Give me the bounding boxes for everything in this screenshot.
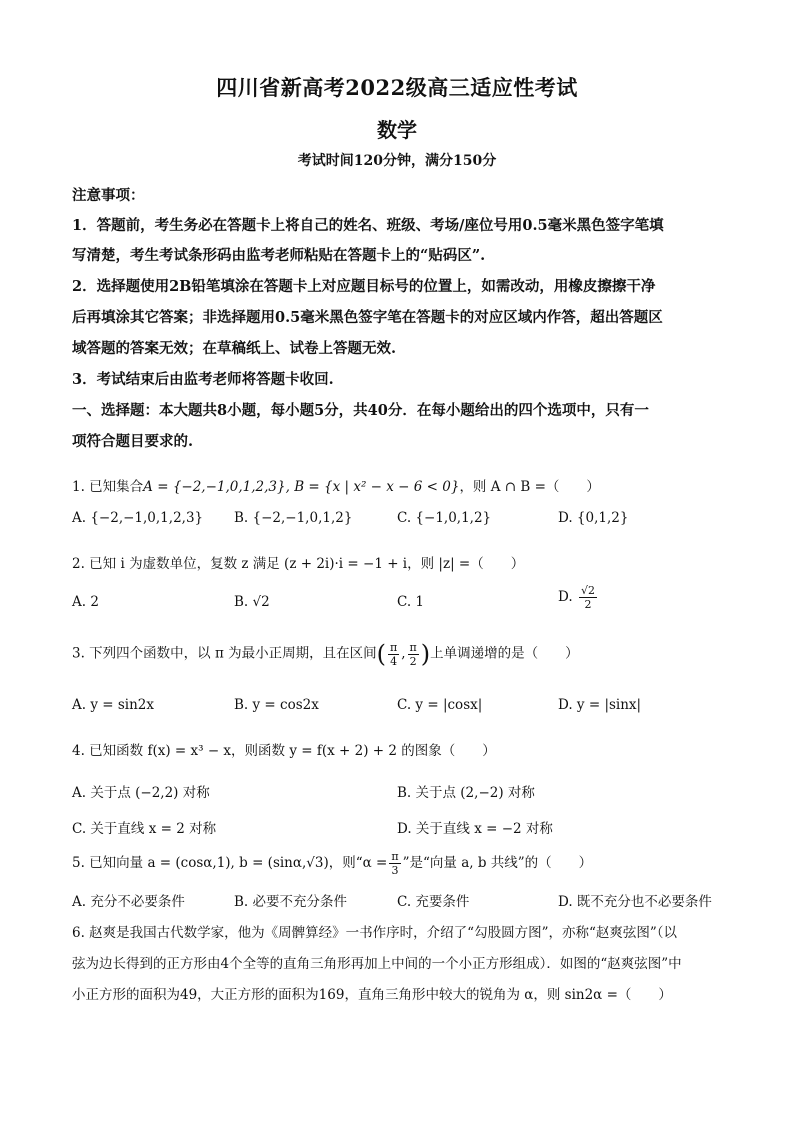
question-5-stem: 5. 已知向量 a = (cosα,1), b = (sinα,√3)，则“α = $\frac{\pi}{3}$ ”是“向量 a, b 共线”的（ ） — [72, 850, 593, 877]
q1-option-a: A. {−2,−1,0,1,2,3} — [72, 510, 204, 526]
note-2-line-1: 2．选择题使用2B铅笔填涂在答题卡上对应题目标号的位置上，如需改动，用橡皮擦擦干净 — [72, 278, 656, 295]
q1-option-b: B. {−2,−1,0,1,2} — [234, 510, 353, 526]
question-3-stem: 3. 下列四个函数中，以 π 为最小正周期，且在区间( $\frac{\pi}{4}$ , $\frac{\pi}{2}$ )上单调递增的是（ ） — [72, 640, 579, 668]
q1-option-d: D. {0,1,2} — [558, 510, 629, 526]
q5-option-a: A. 充分不必要条件 — [72, 894, 185, 910]
q3-option-b: B. y = cos2x — [234, 697, 319, 713]
q4-option-d: D. 关于直线 x = −2 对称 — [397, 821, 553, 837]
subject-title: 数学 — [377, 118, 417, 142]
q4-option-a: A. 关于点 (−2,2) 对称 — [72, 785, 210, 801]
q4-option-b: B. 关于点 (2,−2) 对称 — [397, 785, 535, 801]
exam-title: 四川省新高考2022级高三适应性考试 — [216, 75, 578, 100]
question-2-stem: 2. 已知 i 为虚数单位，复数 z 满足 (z + 2i)·i = −1 + i，则 |z| =（ ） — [72, 556, 525, 572]
note-1-line-1: 1．答题前，考生务必在答题卡上将自己的姓名、班级、考场/座位号用0.5毫米黑色签字笔填 — [72, 217, 664, 234]
q1-option-c: C. {−1,0,1,2} — [397, 510, 492, 526]
q5-option-d: D. 既不充分也不必要条件 — [558, 894, 712, 910]
q4-option-c: C. 关于直线 x = 2 对称 — [72, 821, 217, 837]
note-3: 3．考试结束后由监考老师将答题卡收回. — [72, 371, 334, 388]
question-6-line-1: 6. 赵爽是我国古代数学家，他为《周髀算经》一书作序时，介绍了“勾股圆方图”，亦称“赵爽弦图”（以 — [72, 925, 678, 941]
q2-option-c: C. 1 — [397, 594, 425, 610]
question-1-stem: 1. 已知集合A = {−2,−1,0,1,2,3}, B = {x | x² − x − 6 < 0}，则 A ∩ B =（ ） — [72, 479, 600, 495]
notes-heading: 注意事项： — [72, 187, 145, 204]
note-2-line-2: 后再填涂其它答案；非选择题用0.5毫米黑色签字笔在答题卡的对应区域内作答，超出答题区 — [72, 309, 663, 326]
question-6-line-3: 小正方形的面积为49，大正方形的面积为169，直角三角形中较大的锐角为 α，则 sin2α =（ ） — [72, 987, 672, 1003]
q3-option-c: C. y = |cosx| — [397, 697, 483, 713]
exam-info: 考试时间120分钟，满分150分 — [297, 153, 497, 169]
note-2-line-3: 域答题的答案无效；在草稿纸上、试卷上答题无效. — [72, 340, 397, 357]
q3-option-d: D. y = |sinx| — [558, 697, 642, 713]
q3-option-a: A. y = sin2x — [72, 697, 154, 713]
q2-option-d: D. $\frac{√2}{2}$ — [558, 584, 595, 611]
section-1-line-1: 一、选择题：本大题共8小题，每小题5分，共40分．在每小题给出的四个选项中，只有一 — [72, 402, 649, 419]
q2-option-a: A. 2 — [72, 594, 99, 610]
question-6-line-2: 弦为边长得到的正方形由4个全等的直角三角形再加上中间的一个小正方形组成）．如图的“赵爽弦图”中 — [72, 956, 682, 972]
q5-option-c: C. 充要条件 — [397, 894, 470, 910]
section-1-line-2: 项符合题目要求的. — [72, 433, 194, 450]
q2-option-b: B. √2 — [234, 594, 270, 610]
q5-option-b: B. 必要不充分条件 — [234, 894, 348, 910]
question-4-stem: 4. 已知函数 f(x) = x³ − x，则函数 y = f(x + 2) + 2 的图象（ ） — [72, 743, 496, 759]
note-1-line-2: 写清楚，考生考试条形码由监考老师粘贴在答题卡上的“贴码区”. — [72, 247, 486, 264]
